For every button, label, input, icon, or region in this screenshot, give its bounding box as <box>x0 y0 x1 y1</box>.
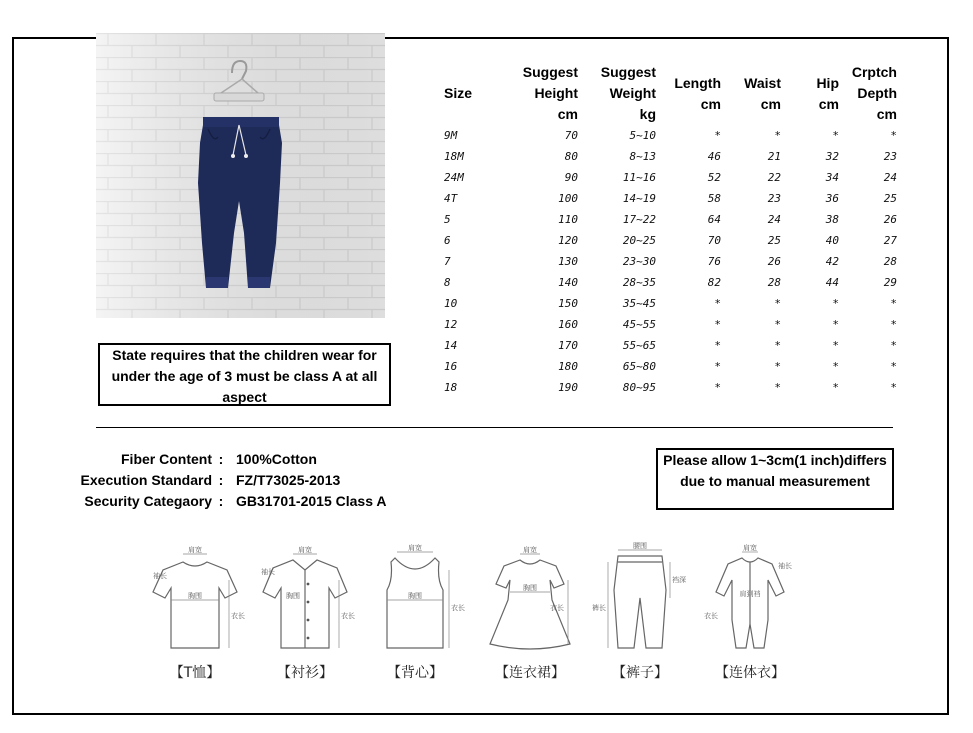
table-cell: 35~45 <box>622 297 656 310</box>
measure-label: 肩宽 <box>298 546 312 554</box>
column-header-line: Height <box>534 85 578 101</box>
table-row <box>444 335 897 356</box>
table-row <box>444 146 897 167</box>
product-photo <box>96 33 385 318</box>
column-header-line: Size <box>444 85 473 101</box>
table-cell: 18M <box>444 150 464 163</box>
garment-label: 【连体衣】 <box>715 665 785 681</box>
table-cell: 130 <box>558 255 578 268</box>
table-cell: 26 <box>883 213 897 226</box>
table-cell: 24M <box>444 171 464 184</box>
spec-label: Fiber Content <box>121 451 212 467</box>
table-cell: * <box>832 318 839 331</box>
table-cell: 9M <box>444 129 458 142</box>
table-cell: * <box>774 360 781 373</box>
column-header-line: Hip <box>816 74 839 91</box>
table-row <box>444 209 897 230</box>
table-cell: * <box>890 360 897 373</box>
pants-diagram <box>590 540 690 658</box>
column-header-line: cm <box>760 95 781 112</box>
table-cell: 100 <box>558 192 578 205</box>
measure-label: 袖长 <box>261 568 275 576</box>
table-cell: 8~13 <box>629 150 656 163</box>
table-cell: 82 <box>707 276 721 289</box>
spec-row-fiber <box>60 449 386 470</box>
table-cell: 160 <box>558 318 578 331</box>
table-row <box>444 356 897 377</box>
table-cell: 8 <box>444 276 451 289</box>
table-cell: 29 <box>883 276 897 289</box>
table-cell: 17~22 <box>622 213 656 226</box>
table-cell: 110 <box>558 213 578 226</box>
table-cell: * <box>714 318 721 331</box>
column-header-line: Crptch <box>851 64 897 80</box>
table-cell: 70 <box>707 234 721 247</box>
table-cell: 28 <box>767 276 781 289</box>
table-cell: 38 <box>825 213 839 226</box>
tshirt-diagram <box>145 540 245 658</box>
table-cell: 28 <box>883 255 897 268</box>
garment-measure-guide <box>140 540 792 690</box>
measurement-notice-text: Please allow 1~3cm(1 inch)differs due to manual measurement <box>663 452 887 489</box>
garment-label: 【裤子】 <box>612 665 668 681</box>
table-cell: * <box>832 297 839 310</box>
table-cell: * <box>774 318 781 331</box>
table-cell: 14~19 <box>622 192 656 205</box>
table-cell: 80 <box>564 150 578 163</box>
measure-label: 胸围 <box>523 584 537 592</box>
table-cell: 120 <box>558 234 578 247</box>
measure-label: 衣长 <box>451 604 465 612</box>
table-cell: 32 <box>825 150 839 163</box>
table-row <box>444 230 897 251</box>
table-cell: * <box>714 381 721 394</box>
garment-romper <box>700 540 800 690</box>
column-header-line: Weight <box>609 85 656 101</box>
table-row <box>444 125 897 146</box>
table-cell: * <box>774 129 781 142</box>
romper-diagram <box>700 540 800 658</box>
dress-diagram <box>480 540 580 658</box>
table-cell: 44 <box>825 276 839 289</box>
table-cell: 20~25 <box>622 234 656 247</box>
table-cell: * <box>714 297 721 310</box>
table-cell: * <box>832 360 839 373</box>
column-header <box>839 62 897 125</box>
table-cell: 140 <box>558 276 578 289</box>
garment-vest <box>365 540 465 690</box>
table-row <box>444 377 897 398</box>
column-header-line: Suggest <box>522 64 578 80</box>
table-cell: 28~35 <box>622 276 656 289</box>
table-cell: * <box>832 129 839 142</box>
table-cell: 90 <box>564 171 578 184</box>
measure-label: 衣长 <box>550 604 564 612</box>
garment-pants <box>590 540 690 690</box>
garment-tshirt <box>145 540 245 690</box>
measure-label: 胸围 <box>286 592 300 600</box>
table-cell: 24 <box>767 213 781 226</box>
table-cell: 36 <box>825 192 839 205</box>
spec-value: FZ/T73025-2013 <box>236 472 341 488</box>
table-row <box>444 188 897 209</box>
table-cell: * <box>890 339 897 352</box>
table-cell: 5 <box>444 213 451 226</box>
measure-label: 裤长 <box>592 604 606 612</box>
table-cell: 21 <box>767 150 781 163</box>
table-cell: 6 <box>444 234 451 247</box>
table-cell: 22 <box>767 171 781 184</box>
garment-label: 【T恤】 <box>169 665 221 681</box>
table-row <box>444 314 897 335</box>
table-cell: 23 <box>767 192 781 205</box>
column-header <box>656 62 721 125</box>
measure-label: 衣长 <box>704 612 718 620</box>
table-cell: 4T <box>444 192 458 205</box>
measure-label: 胸围 <box>408 592 422 600</box>
table-cell: 190 <box>558 381 578 394</box>
spec-value: 100%Cotton <box>236 451 317 467</box>
table-cell: 76 <box>707 255 721 268</box>
table-cell: 23 <box>883 150 897 163</box>
class-a-notice <box>98 343 391 406</box>
spec-label: Security Categaory <box>84 493 212 509</box>
measure-label: 裆深 <box>672 576 686 584</box>
garment-label: 【背心】 <box>387 665 443 681</box>
spec-value: GB31701-2015 Class A <box>236 493 387 509</box>
table-cell: 18 <box>444 381 458 394</box>
table-cell: * <box>774 297 781 310</box>
table-cell: 65~80 <box>622 360 656 373</box>
table-cell: * <box>890 318 897 331</box>
pants-on-hanger-image <box>96 33 385 318</box>
table-cell: 24 <box>883 171 897 184</box>
spec-row-security <box>60 491 386 512</box>
table-cell: 7 <box>444 255 451 268</box>
table-row <box>444 293 897 314</box>
table-cell: 26 <box>767 255 781 268</box>
table-cell: 25 <box>767 234 781 247</box>
table-row <box>444 251 897 272</box>
table-row <box>444 272 897 293</box>
column-header-line: cm <box>700 95 721 112</box>
measure-label: 肩宽 <box>743 544 757 552</box>
table-row <box>444 167 897 188</box>
garment-label: 【衬衫】 <box>277 665 333 681</box>
table-cell: 40 <box>825 234 839 247</box>
garment-label: 【连衣裙】 <box>495 665 565 681</box>
table-cell: 46 <box>707 150 721 163</box>
section-divider <box>96 427 893 428</box>
table-cell: 14 <box>444 339 458 352</box>
table-cell: 16 <box>444 360 458 373</box>
measure-label: 腰围 <box>633 542 647 550</box>
measure-label: 衣长 <box>231 612 245 620</box>
measure-label: 衣长 <box>341 612 355 620</box>
measure-label: 肩宽 <box>523 546 537 554</box>
spec-colon: : <box>218 472 224 488</box>
measure-label: 肩到裆 <box>739 590 761 598</box>
measure-label: 肩宽 <box>188 546 202 554</box>
table-cell: 23~30 <box>622 255 656 268</box>
spec-colon: : <box>218 493 224 509</box>
measure-label: 袖长 <box>153 572 167 580</box>
table-cell: 150 <box>558 297 578 310</box>
table-cell: 12 <box>444 318 458 331</box>
table-cell: * <box>890 129 897 142</box>
measure-label: 肩宽 <box>408 544 422 552</box>
vest-diagram <box>365 540 465 658</box>
column-header-line: Length <box>674 74 721 91</box>
table-cell: 25 <box>883 192 897 205</box>
table-cell: 180 <box>558 360 578 373</box>
column-header-line: Suggest <box>600 64 656 80</box>
column-header <box>578 62 656 125</box>
table-cell: 64 <box>707 213 721 226</box>
table-cell: 58 <box>707 192 721 205</box>
measure-label: 袖长 <box>778 562 792 570</box>
table-cell: * <box>774 381 781 394</box>
table-cell: 170 <box>558 339 578 352</box>
table-cell: * <box>714 129 721 142</box>
table-cell: 11~16 <box>622 171 656 184</box>
table-cell: 70 <box>564 129 578 142</box>
table-cell: 27 <box>883 234 897 247</box>
measurement-notice <box>656 448 894 510</box>
table-cell: * <box>714 360 721 373</box>
table-cell: * <box>832 339 839 352</box>
table-cell: 10 <box>444 297 458 310</box>
garment-dress <box>480 540 580 690</box>
spec-colon: : <box>218 451 224 467</box>
table-cell: * <box>714 339 721 352</box>
table-cell: 42 <box>825 255 839 268</box>
size-chart-body <box>444 125 897 398</box>
column-header-line: cm <box>557 106 578 122</box>
column-header-line: kg <box>639 106 656 122</box>
shirt-diagram <box>255 540 355 658</box>
table-cell: * <box>832 381 839 394</box>
table-cell: * <box>890 297 897 310</box>
column-header <box>444 62 510 125</box>
spec-label: Execution Standard <box>80 472 212 488</box>
class-a-notice-text: State requires that the children wear for under the age of 3 must be class A at all aspect <box>111 347 378 405</box>
size-chart-header-row <box>444 62 897 125</box>
column-header-line: cm <box>818 95 839 112</box>
table-cell: 5~10 <box>629 129 656 142</box>
garment-shirt <box>255 540 355 690</box>
product-specs <box>60 449 386 512</box>
measure-label: 胸围 <box>188 592 202 600</box>
column-header <box>781 62 839 125</box>
spec-row-standard <box>60 470 386 491</box>
table-cell: 80~95 <box>622 381 656 394</box>
size-chart-table <box>444 62 897 398</box>
column-header-line: cm <box>876 106 897 122</box>
table-cell: 34 <box>825 171 839 184</box>
table-cell: 55~65 <box>622 339 656 352</box>
table-cell: 45~55 <box>622 318 656 331</box>
column-header <box>721 62 781 125</box>
column-header <box>510 62 578 125</box>
column-header-line: Depth <box>857 85 897 101</box>
table-cell: * <box>890 381 897 394</box>
column-header-line: Waist <box>744 74 781 91</box>
table-cell: 52 <box>707 171 721 184</box>
table-cell: * <box>774 339 781 352</box>
